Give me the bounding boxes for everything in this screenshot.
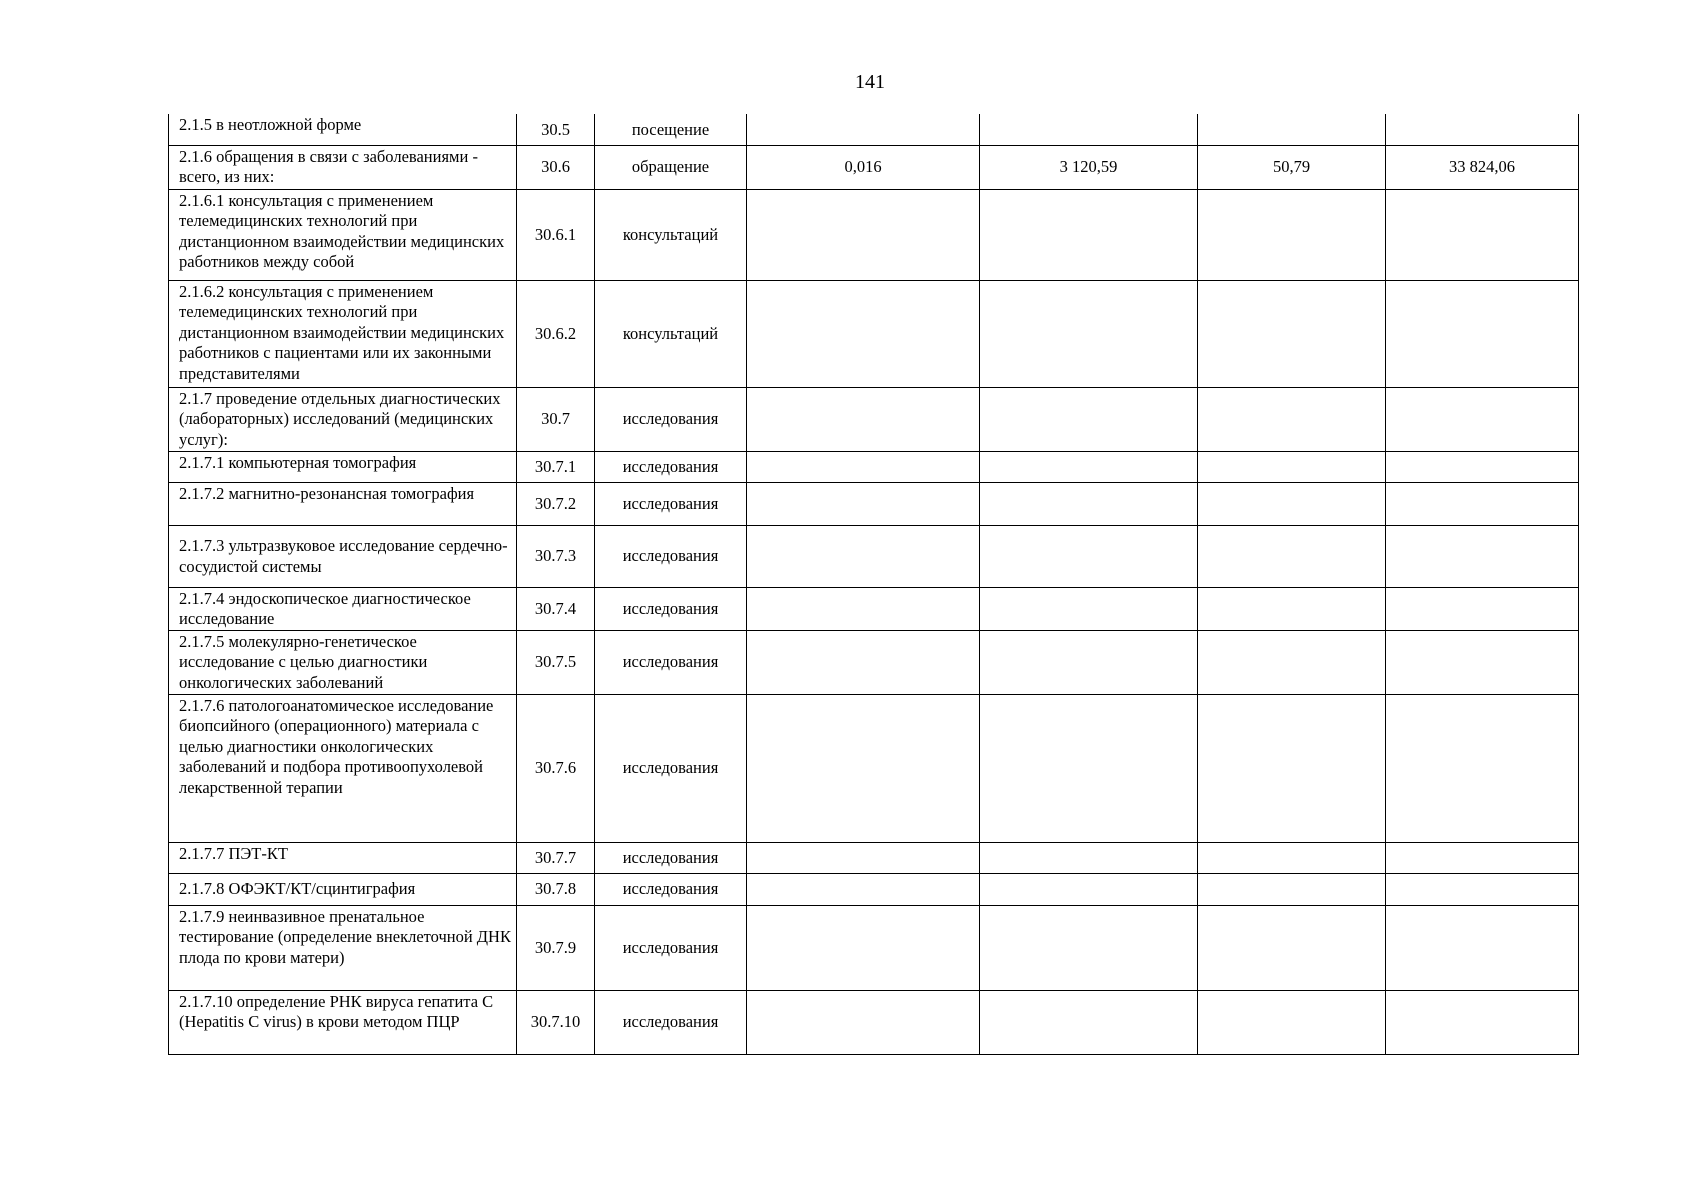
row-value-7 (1386, 114, 1579, 145)
row-value-7 (1386, 587, 1579, 630)
row-value-7 (1386, 280, 1579, 387)
table-row (169, 280, 1579, 387)
row-value-4 (747, 387, 980, 451)
row-code: 30.7.1 (517, 451, 595, 482)
table-row (169, 630, 1579, 694)
row-unit: консультаций (595, 280, 747, 387)
row-code: 30.6.1 (517, 189, 595, 280)
row-value-5 (980, 990, 1198, 1054)
row-name: 2.1.7.8 ОФЭКТ/КТ/сцинтиграфия (169, 873, 517, 905)
row-value-4 (747, 189, 980, 280)
row-name: 2.1.7 проведение отдельных диагностических (лабораторных) исследований (медицинских услуг): (169, 387, 517, 451)
row-unit: исследования (595, 482, 747, 525)
row-value-5 (980, 451, 1198, 482)
row-value-7 (1386, 451, 1579, 482)
table-row (169, 482, 1579, 525)
row-value-4 (747, 842, 980, 873)
row-unit: исследования (595, 990, 747, 1054)
row-value-6 (1198, 482, 1386, 525)
row-value-6: 50,79 (1198, 145, 1386, 189)
row-value-6 (1198, 873, 1386, 905)
row-value-5 (980, 387, 1198, 451)
table-row (169, 525, 1579, 587)
row-name: 2.1.6.1 консультация с применением телемедицинских технологий при дистанционном взаимодействии медицинских работников между собой (169, 189, 517, 280)
table-row (169, 873, 1579, 905)
row-value-6 (1198, 451, 1386, 482)
row-unit: посещение (595, 114, 747, 145)
table-row (169, 451, 1579, 482)
table-row (169, 694, 1579, 842)
row-value-5: 3 120,59 (980, 145, 1198, 189)
row-name: 2.1.5 в неотложной форме (169, 114, 517, 145)
row-value-7 (1386, 694, 1579, 842)
row-value-7 (1386, 873, 1579, 905)
row-value-7: 33 824,06 (1386, 145, 1579, 189)
row-value-6 (1198, 387, 1386, 451)
row-value-5 (980, 905, 1198, 990)
row-name: 2.1.6 обращения в связи с заболеваниями - всего, из них: (169, 145, 517, 189)
page-number: 141 (855, 71, 885, 93)
row-value-5 (980, 189, 1198, 280)
row-value-5 (980, 280, 1198, 387)
table-row (169, 842, 1579, 873)
table-row (169, 587, 1579, 630)
row-value-6 (1198, 630, 1386, 694)
row-value-6 (1198, 114, 1386, 145)
row-unit: исследования (595, 587, 747, 630)
row-code: 30.7.7 (517, 842, 595, 873)
row-value-7 (1386, 842, 1579, 873)
row-value-4 (747, 905, 980, 990)
row-value-6 (1198, 990, 1386, 1054)
row-code: 30.7.9 (517, 905, 595, 990)
row-value-7 (1386, 387, 1579, 451)
table-row (169, 905, 1579, 990)
row-value-6 (1198, 842, 1386, 873)
row-name: 2.1.7.2 магнитно-резонансная томография (169, 482, 517, 525)
row-value-7 (1386, 482, 1579, 525)
row-value-6 (1198, 587, 1386, 630)
table-row (169, 387, 1579, 451)
row-code: 30.7.10 (517, 990, 595, 1054)
row-name: 2.1.7.7 ПЭТ-КТ (169, 842, 517, 873)
row-value-5 (980, 630, 1198, 694)
row-name: 2.1.7.6 патологоанатомическое исследование биопсийного (операционного) материала с целью диагностики онкологических заболеваний и подбора противоопухолевой лекарственной терапии (169, 694, 517, 842)
row-value-5 (980, 482, 1198, 525)
row-unit: консультаций (595, 189, 747, 280)
row-value-4 (747, 873, 980, 905)
row-value-6 (1198, 280, 1386, 387)
row-value-4 (747, 525, 980, 587)
row-name: 2.1.7.1 компьютерная томография (169, 451, 517, 482)
row-value-7 (1386, 990, 1579, 1054)
row-value-5 (980, 587, 1198, 630)
row-code: 30.7.8 (517, 873, 595, 905)
row-value-5 (980, 114, 1198, 145)
row-value-4: 0,016 (747, 145, 980, 189)
row-value-6 (1198, 525, 1386, 587)
row-value-4 (747, 451, 980, 482)
row-code: 30.7.5 (517, 630, 595, 694)
row-value-4 (747, 482, 980, 525)
row-name: 2.1.6.2 консультация с применением телемедицинских технологий при дистанционном взаимодействии медицинских работников с пациентами или их законными представителями (169, 280, 517, 387)
row-name: 2.1.7.4 эндоскопическое диагностическое исследование (169, 587, 517, 630)
row-value-5 (980, 525, 1198, 587)
row-unit: исследования (595, 387, 747, 451)
row-value-7 (1386, 189, 1579, 280)
row-unit: исследования (595, 525, 747, 587)
row-code: 30.6.2 (517, 280, 595, 387)
row-value-5 (980, 694, 1198, 842)
table-body (169, 114, 1579, 1054)
row-value-5 (980, 842, 1198, 873)
table-row (169, 114, 1579, 145)
row-name: 2.1.7.10 определение РНК вируса гепатита С (Hepatitis C virus) в крови методом ПЦР (169, 990, 517, 1054)
row-value-7 (1386, 525, 1579, 587)
row-code: 30.7.6 (517, 694, 595, 842)
row-unit: исследования (595, 451, 747, 482)
row-name: 2.1.7.5 молекулярно-генетическое исследование с целью диагностики онкологических заболеваний (169, 630, 517, 694)
row-value-4 (747, 694, 980, 842)
row-code: 30.7.2 (517, 482, 595, 525)
row-unit: исследования (595, 694, 747, 842)
row-unit: исследования (595, 905, 747, 990)
row-unit: исследования (595, 842, 747, 873)
row-value-6 (1198, 905, 1386, 990)
row-unit: исследования (595, 630, 747, 694)
row-name: 2.1.7.9 неинвазивное пренатальное тестирование (определение внеклеточной ДНК плода по крови матери) (169, 905, 517, 990)
row-code: 30.7.3 (517, 525, 595, 587)
row-value-4 (747, 280, 980, 387)
row-value-7 (1386, 630, 1579, 694)
table-row (169, 145, 1579, 189)
row-code: 30.7.4 (517, 587, 595, 630)
data-table (168, 114, 1579, 1055)
row-code: 30.6 (517, 145, 595, 189)
row-value-5 (980, 873, 1198, 905)
row-value-7 (1386, 905, 1579, 990)
table-row (169, 990, 1579, 1054)
row-value-4 (747, 114, 980, 145)
row-value-6 (1198, 694, 1386, 842)
row-value-4 (747, 587, 980, 630)
row-code: 30.5 (517, 114, 595, 145)
row-name: 2.1.7.3 ультразвуковое исследование сердечно-сосудистой системы (169, 525, 517, 587)
row-value-4 (747, 990, 980, 1054)
row-code: 30.7 (517, 387, 595, 451)
table-row (169, 189, 1579, 280)
row-unit: исследования (595, 873, 747, 905)
row-unit: обращение (595, 145, 747, 189)
row-value-6 (1198, 189, 1386, 280)
row-value-4 (747, 630, 980, 694)
